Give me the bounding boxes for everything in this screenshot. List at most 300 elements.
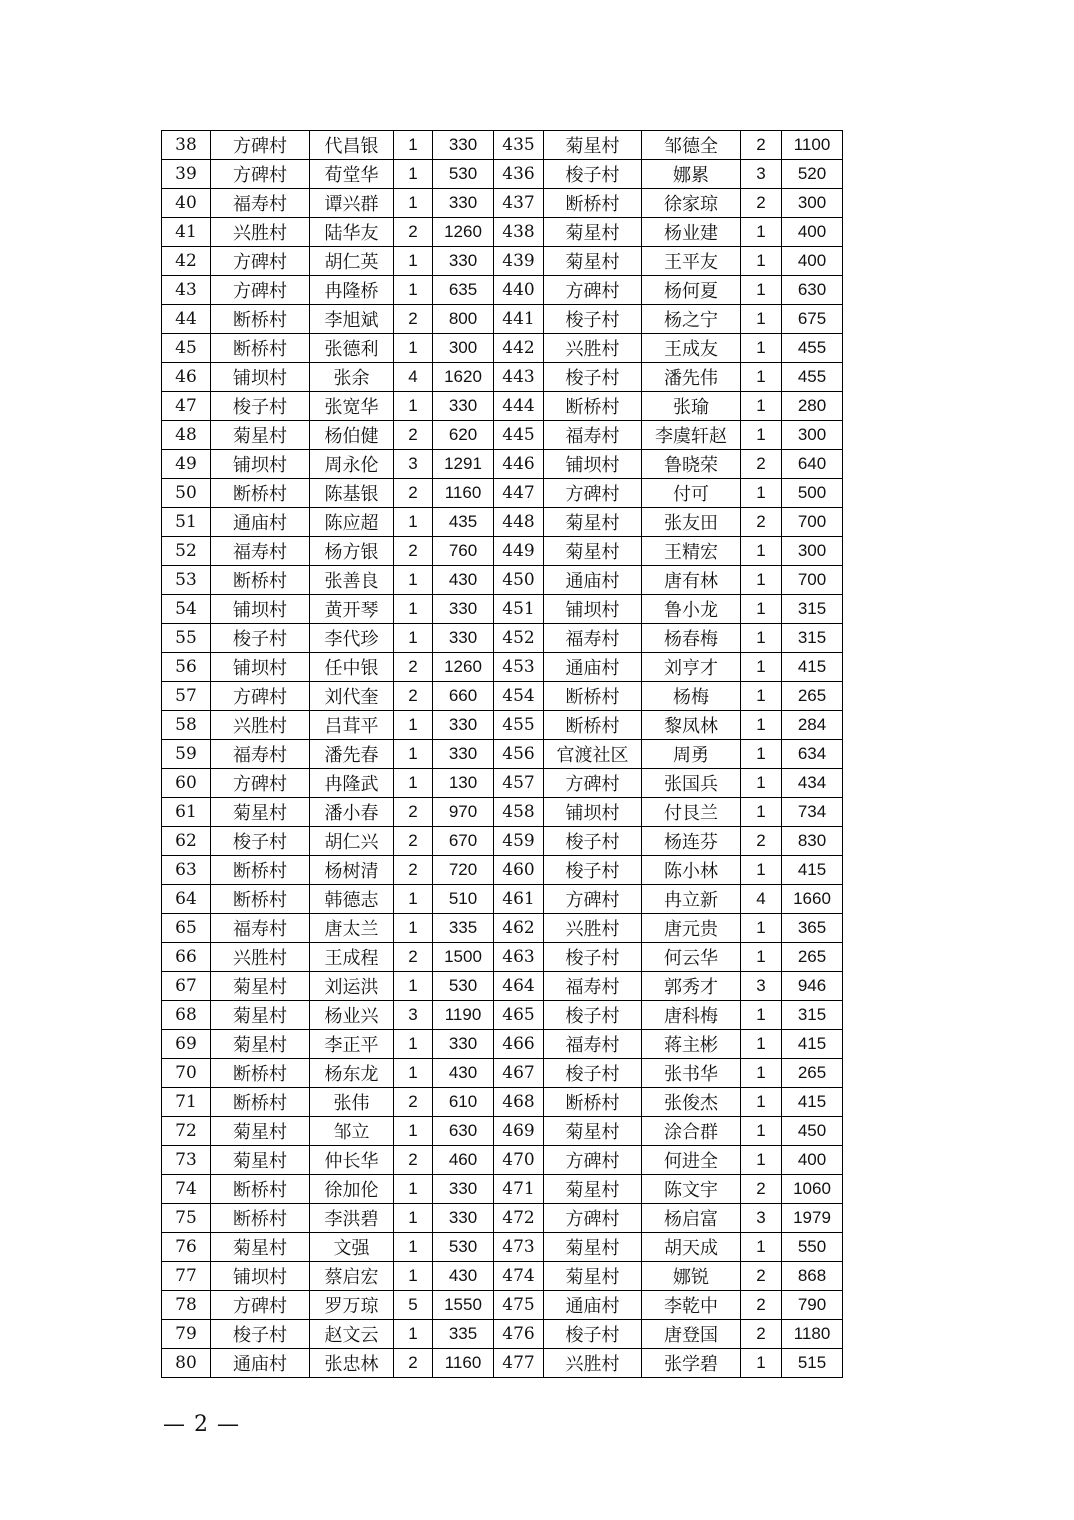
- left-amount-cell: 1550: [433, 1291, 494, 1320]
- left-name-cell: 赵文云: [310, 1320, 394, 1349]
- right-amount-cell: 675: [782, 305, 843, 334]
- right-household-count-cell: 1: [741, 334, 782, 363]
- left-serial-no-cell: 71: [162, 1088, 211, 1117]
- table-row: [162, 711, 843, 740]
- left-household-count-cell: 2: [394, 537, 433, 566]
- right-serial-no-cell: 456: [494, 740, 544, 769]
- left-village-cell: 通庙村: [211, 1349, 310, 1378]
- left-name-cell: 唐太兰: [310, 914, 394, 943]
- left-amount-cell: 300: [433, 334, 494, 363]
- left-village-cell: 断桥村: [211, 885, 310, 914]
- left-amount-cell: 430: [433, 1059, 494, 1088]
- left-name-cell: 荀堂华: [310, 160, 394, 189]
- left-village-cell: 断桥村: [211, 479, 310, 508]
- table-row: [162, 392, 843, 421]
- table-row: [162, 479, 843, 508]
- table-row: [162, 885, 843, 914]
- right-serial-no-cell: 447: [494, 479, 544, 508]
- table-row: [162, 1349, 843, 1378]
- left-serial-no-cell: 43: [162, 276, 211, 305]
- left-household-count-cell: 1: [394, 247, 433, 276]
- left-amount-cell: 630: [433, 1117, 494, 1146]
- right-village-cell: 通庙村: [544, 566, 642, 595]
- left-serial-no-cell: 66: [162, 943, 211, 972]
- right-household-count-cell: 1: [741, 769, 782, 798]
- left-amount-cell: 330: [433, 711, 494, 740]
- right-village-cell: 梭子村: [544, 305, 642, 334]
- right-name-cell: 潘先伟: [642, 363, 741, 392]
- left-household-count-cell: 1: [394, 1320, 433, 1349]
- left-name-cell: 张伟: [310, 1088, 394, 1117]
- table-row: [162, 798, 843, 827]
- left-name-cell: 谭兴群: [310, 189, 394, 218]
- left-village-cell: 梭子村: [211, 624, 310, 653]
- table-row: [162, 1030, 843, 1059]
- right-village-cell: 梭子村: [544, 1059, 642, 1088]
- right-serial-no-cell: 442: [494, 334, 544, 363]
- table-row: [162, 682, 843, 711]
- left-household-count-cell: 2: [394, 1349, 433, 1378]
- right-name-cell: 徐家琼: [642, 189, 741, 218]
- right-serial-no-cell: 454: [494, 682, 544, 711]
- left-household-count-cell: 1: [394, 392, 433, 421]
- right-name-cell: 唐科梅: [642, 1001, 741, 1030]
- right-amount-cell: 1660: [782, 885, 843, 914]
- left-amount-cell: 330: [433, 247, 494, 276]
- left-village-cell: 兴胜村: [211, 218, 310, 247]
- left-village-cell: 方碑村: [211, 160, 310, 189]
- right-name-cell: 王精宏: [642, 537, 741, 566]
- right-name-cell: 娜累: [642, 160, 741, 189]
- right-amount-cell: 434: [782, 769, 843, 798]
- right-name-cell: 杨启富: [642, 1204, 741, 1233]
- right-name-cell: 杨连芬: [642, 827, 741, 856]
- right-name-cell: 张俊杰: [642, 1088, 741, 1117]
- right-amount-cell: 265: [782, 1059, 843, 1088]
- table-row: [162, 769, 843, 798]
- left-serial-no-cell: 72: [162, 1117, 211, 1146]
- table-row: [162, 827, 843, 856]
- left-serial-no-cell: 68: [162, 1001, 211, 1030]
- right-amount-cell: 700: [782, 566, 843, 595]
- table-row: [162, 566, 843, 595]
- right-serial-no-cell: 464: [494, 972, 544, 1001]
- right-name-cell: 冉立新: [642, 885, 741, 914]
- table-row: [162, 131, 843, 160]
- right-village-cell: 菊星村: [544, 1175, 642, 1204]
- right-household-count-cell: 2: [741, 450, 782, 479]
- left-amount-cell: 330: [433, 740, 494, 769]
- right-amount-cell: 550: [782, 1233, 843, 1262]
- left-household-count-cell: 2: [394, 856, 433, 885]
- left-name-cell: 刘运洪: [310, 972, 394, 1001]
- right-village-cell: 断桥村: [544, 189, 642, 218]
- left-household-count-cell: 2: [394, 943, 433, 972]
- right-serial-no-cell: 440: [494, 276, 544, 305]
- right-name-cell: 杨春梅: [642, 624, 741, 653]
- right-village-cell: 福寿村: [544, 624, 642, 653]
- right-serial-no-cell: 469: [494, 1117, 544, 1146]
- left-village-cell: 断桥村: [211, 1088, 310, 1117]
- left-name-cell: 杨业兴: [310, 1001, 394, 1030]
- table-row: [162, 943, 843, 972]
- right-household-count-cell: 1: [741, 711, 782, 740]
- left-household-count-cell: 1: [394, 1175, 433, 1204]
- left-village-cell: 福寿村: [211, 914, 310, 943]
- table-row: [162, 740, 843, 769]
- left-household-count-cell: 1: [394, 508, 433, 537]
- right-village-cell: 方碑村: [544, 276, 642, 305]
- left-name-cell: 李正平: [310, 1030, 394, 1059]
- right-household-count-cell: 1: [741, 1117, 782, 1146]
- left-village-cell: 方碑村: [211, 131, 310, 160]
- right-serial-no-cell: 470: [494, 1146, 544, 1175]
- right-serial-no-cell: 435: [494, 131, 544, 160]
- left-village-cell: 通庙村: [211, 508, 310, 537]
- right-amount-cell: 515: [782, 1349, 843, 1378]
- right-household-count-cell: 2: [741, 508, 782, 537]
- right-household-count-cell: 1: [741, 682, 782, 711]
- left-household-count-cell: 1: [394, 1204, 433, 1233]
- right-household-count-cell: 1: [741, 740, 782, 769]
- right-village-cell: 菊星村: [544, 218, 642, 247]
- right-amount-cell: 400: [782, 247, 843, 276]
- left-amount-cell: 800: [433, 305, 494, 334]
- left-amount-cell: 660: [433, 682, 494, 711]
- right-serial-no-cell: 441: [494, 305, 544, 334]
- roster-body: [162, 131, 843, 1378]
- left-household-count-cell: 1: [394, 1233, 433, 1262]
- right-name-cell: 刘亨才: [642, 653, 741, 682]
- right-name-cell: 杨梅: [642, 682, 741, 711]
- left-name-cell: 文强: [310, 1233, 394, 1262]
- left-name-cell: 潘先春: [310, 740, 394, 769]
- table-row: [162, 1175, 843, 1204]
- right-village-cell: 菊星村: [544, 537, 642, 566]
- table-row: [162, 537, 843, 566]
- right-amount-cell: 315: [782, 1001, 843, 1030]
- right-village-cell: 通庙村: [544, 1291, 642, 1320]
- table-row: [162, 218, 843, 247]
- left-amount-cell: 610: [433, 1088, 494, 1117]
- left-household-count-cell: 2: [394, 218, 433, 247]
- left-amount-cell: 1291: [433, 450, 494, 479]
- left-household-count-cell: 2: [394, 479, 433, 508]
- left-serial-no-cell: 74: [162, 1175, 211, 1204]
- right-serial-no-cell: 467: [494, 1059, 544, 1088]
- left-village-cell: 方碑村: [211, 247, 310, 276]
- right-amount-cell: 640: [782, 450, 843, 479]
- right-serial-no-cell: 439: [494, 247, 544, 276]
- left-village-cell: 福寿村: [211, 537, 310, 566]
- left-name-cell: 陈基银: [310, 479, 394, 508]
- right-household-count-cell: 1: [741, 421, 782, 450]
- left-village-cell: 菊星村: [211, 1030, 310, 1059]
- right-serial-no-cell: 477: [494, 1349, 544, 1378]
- right-serial-no-cell: 444: [494, 392, 544, 421]
- left-village-cell: 福寿村: [211, 740, 310, 769]
- right-serial-no-cell: 475: [494, 1291, 544, 1320]
- right-serial-no-cell: 437: [494, 189, 544, 218]
- left-serial-no-cell: 42: [162, 247, 211, 276]
- right-household-count-cell: 1: [741, 218, 782, 247]
- left-amount-cell: 430: [433, 566, 494, 595]
- right-name-cell: 杨业建: [642, 218, 741, 247]
- right-name-cell: 张学碧: [642, 1349, 741, 1378]
- left-serial-no-cell: 54: [162, 595, 211, 624]
- right-serial-no-cell: 472: [494, 1204, 544, 1233]
- right-amount-cell: 415: [782, 1030, 843, 1059]
- left-serial-no-cell: 38: [162, 131, 211, 160]
- left-amount-cell: 970: [433, 798, 494, 827]
- left-name-cell: 杨东龙: [310, 1059, 394, 1088]
- right-household-count-cell: 2: [741, 1320, 782, 1349]
- right-village-cell: 福寿村: [544, 421, 642, 450]
- left-serial-no-cell: 70: [162, 1059, 211, 1088]
- left-name-cell: 仲长华: [310, 1146, 394, 1175]
- left-amount-cell: 330: [433, 1204, 494, 1233]
- left-amount-cell: 1160: [433, 1349, 494, 1378]
- left-amount-cell: 530: [433, 972, 494, 1001]
- left-amount-cell: 720: [433, 856, 494, 885]
- left-village-cell: 方碑村: [211, 1291, 310, 1320]
- left-serial-no-cell: 39: [162, 160, 211, 189]
- table-row: [162, 334, 843, 363]
- left-village-cell: 梭子村: [211, 392, 310, 421]
- left-household-count-cell: 1: [394, 334, 433, 363]
- left-village-cell: 断桥村: [211, 1175, 310, 1204]
- right-village-cell: 梭子村: [544, 1320, 642, 1349]
- left-name-cell: 杨树清: [310, 856, 394, 885]
- right-serial-no-cell: 461: [494, 885, 544, 914]
- left-serial-no-cell: 67: [162, 972, 211, 1001]
- left-serial-no-cell: 45: [162, 334, 211, 363]
- right-serial-no-cell: 473: [494, 1233, 544, 1262]
- right-household-count-cell: 3: [741, 1204, 782, 1233]
- right-household-count-cell: 1: [741, 1349, 782, 1378]
- right-amount-cell: 868: [782, 1262, 843, 1291]
- left-village-cell: 铺坝村: [211, 653, 310, 682]
- left-name-cell: 罗万琼: [310, 1291, 394, 1320]
- right-amount-cell: 830: [782, 827, 843, 856]
- left-name-cell: 张善良: [310, 566, 394, 595]
- right-amount-cell: 1180: [782, 1320, 843, 1349]
- left-name-cell: 胡仁兴: [310, 827, 394, 856]
- left-amount-cell: 1260: [433, 653, 494, 682]
- left-household-count-cell: 1: [394, 189, 433, 218]
- left-household-count-cell: 1: [394, 131, 433, 160]
- right-name-cell: 王平友: [642, 247, 741, 276]
- left-village-cell: 断桥村: [211, 334, 310, 363]
- left-name-cell: 吕茸平: [310, 711, 394, 740]
- right-name-cell: 杨之宁: [642, 305, 741, 334]
- right-village-cell: 兴胜村: [544, 914, 642, 943]
- left-serial-no-cell: 77: [162, 1262, 211, 1291]
- right-serial-no-cell: 438: [494, 218, 544, 247]
- right-household-count-cell: 1: [741, 537, 782, 566]
- right-amount-cell: 284: [782, 711, 843, 740]
- left-village-cell: 兴胜村: [211, 943, 310, 972]
- left-name-cell: 张余: [310, 363, 394, 392]
- right-amount-cell: 1060: [782, 1175, 843, 1204]
- page-number: — 2 —: [163, 1412, 240, 1437]
- right-household-count-cell: 1: [741, 1059, 782, 1088]
- left-household-count-cell: 1: [394, 914, 433, 943]
- right-household-count-cell: 1: [741, 624, 782, 653]
- right-household-count-cell: 1: [741, 798, 782, 827]
- right-household-count-cell: 1: [741, 1030, 782, 1059]
- right-village-cell: 方碑村: [544, 769, 642, 798]
- right-household-count-cell: 1: [741, 595, 782, 624]
- right-amount-cell: 315: [782, 624, 843, 653]
- right-name-cell: 张友田: [642, 508, 741, 537]
- right-village-cell: 兴胜村: [544, 1349, 642, 1378]
- right-household-count-cell: 1: [741, 392, 782, 421]
- right-amount-cell: 265: [782, 943, 843, 972]
- right-household-count-cell: 1: [741, 479, 782, 508]
- table-row: [162, 247, 843, 276]
- left-amount-cell: 330: [433, 189, 494, 218]
- table-row: [162, 508, 843, 537]
- left-village-cell: 菊星村: [211, 1146, 310, 1175]
- left-household-count-cell: 2: [394, 653, 433, 682]
- right-village-cell: 福寿村: [544, 972, 642, 1001]
- right-amount-cell: 1979: [782, 1204, 843, 1233]
- right-name-cell: 付可: [642, 479, 741, 508]
- left-serial-no-cell: 52: [162, 537, 211, 566]
- right-village-cell: 梭子村: [544, 827, 642, 856]
- left-village-cell: 断桥村: [211, 566, 310, 595]
- right-village-cell: 福寿村: [544, 1030, 642, 1059]
- right-amount-cell: 734: [782, 798, 843, 827]
- left-name-cell: 杨伯健: [310, 421, 394, 450]
- right-household-count-cell: 2: [741, 131, 782, 160]
- table-row: [162, 160, 843, 189]
- table-row: [162, 972, 843, 1001]
- right-village-cell: 菊星村: [544, 1117, 642, 1146]
- left-serial-no-cell: 48: [162, 421, 211, 450]
- right-village-cell: 方碑村: [544, 479, 642, 508]
- table-row: [162, 1088, 843, 1117]
- right-serial-no-cell: 468: [494, 1088, 544, 1117]
- right-amount-cell: 300: [782, 537, 843, 566]
- right-name-cell: 王成友: [642, 334, 741, 363]
- left-amount-cell: 330: [433, 131, 494, 160]
- right-serial-no-cell: 446: [494, 450, 544, 479]
- right-amount-cell: 415: [782, 653, 843, 682]
- left-serial-no-cell: 61: [162, 798, 211, 827]
- left-village-cell: 福寿村: [211, 189, 310, 218]
- right-name-cell: 娜锐: [642, 1262, 741, 1291]
- right-village-cell: 菊星村: [544, 1233, 642, 1262]
- table-row: [162, 653, 843, 682]
- left-name-cell: 韩德志: [310, 885, 394, 914]
- left-household-count-cell: 3: [394, 1001, 433, 1030]
- right-household-count-cell: 2: [741, 1175, 782, 1204]
- left-amount-cell: 620: [433, 421, 494, 450]
- right-amount-cell: 300: [782, 189, 843, 218]
- left-serial-no-cell: 44: [162, 305, 211, 334]
- left-serial-no-cell: 64: [162, 885, 211, 914]
- left-name-cell: 杨方银: [310, 537, 394, 566]
- right-village-cell: 铺坝村: [544, 798, 642, 827]
- right-serial-no-cell: 476: [494, 1320, 544, 1349]
- left-village-cell: 菊星村: [211, 972, 310, 1001]
- right-amount-cell: 520: [782, 160, 843, 189]
- right-serial-no-cell: 449: [494, 537, 544, 566]
- table-row: [162, 450, 843, 479]
- left-household-count-cell: 1: [394, 624, 433, 653]
- left-village-cell: 铺坝村: [211, 450, 310, 479]
- right-name-cell: 张瑜: [642, 392, 741, 421]
- left-village-cell: 断桥村: [211, 1059, 310, 1088]
- right-serial-no-cell: 462: [494, 914, 544, 943]
- left-name-cell: 黄开琴: [310, 595, 394, 624]
- left-household-count-cell: 2: [394, 1088, 433, 1117]
- left-serial-no-cell: 73: [162, 1146, 211, 1175]
- left-village-cell: 断桥村: [211, 1204, 310, 1233]
- right-name-cell: 陈小林: [642, 856, 741, 885]
- right-name-cell: 付艮兰: [642, 798, 741, 827]
- left-serial-no-cell: 78: [162, 1291, 211, 1320]
- subsidy-roster-table: [161, 130, 843, 1378]
- right-serial-no-cell: 436: [494, 160, 544, 189]
- right-serial-no-cell: 453: [494, 653, 544, 682]
- right-village-cell: 梭子村: [544, 943, 642, 972]
- left-serial-no-cell: 63: [162, 856, 211, 885]
- right-serial-no-cell: 460: [494, 856, 544, 885]
- left-amount-cell: 330: [433, 392, 494, 421]
- right-name-cell: 鲁晓荣: [642, 450, 741, 479]
- right-village-cell: 通庙村: [544, 653, 642, 682]
- left-name-cell: 张宽华: [310, 392, 394, 421]
- left-household-count-cell: 2: [394, 827, 433, 856]
- left-serial-no-cell: 46: [162, 363, 211, 392]
- left-name-cell: 李旭斌: [310, 305, 394, 334]
- right-village-cell: 断桥村: [544, 711, 642, 740]
- left-serial-no-cell: 41: [162, 218, 211, 247]
- table-row: [162, 305, 843, 334]
- right-village-cell: 梭子村: [544, 856, 642, 885]
- right-household-count-cell: 1: [741, 276, 782, 305]
- left-household-count-cell: 1: [394, 1117, 433, 1146]
- left-serial-no-cell: 76: [162, 1233, 211, 1262]
- right-amount-cell: 450: [782, 1117, 843, 1146]
- right-name-cell: 蒋主彬: [642, 1030, 741, 1059]
- left-name-cell: 邹立: [310, 1117, 394, 1146]
- right-serial-no-cell: 471: [494, 1175, 544, 1204]
- right-village-cell: 断桥村: [544, 1088, 642, 1117]
- right-household-count-cell: 1: [741, 1088, 782, 1117]
- left-serial-no-cell: 50: [162, 479, 211, 508]
- table-row: [162, 595, 843, 624]
- right-household-count-cell: 2: [741, 1262, 782, 1291]
- table-row: [162, 1291, 843, 1320]
- right-name-cell: 何云华: [642, 943, 741, 972]
- left-name-cell: 张德利: [310, 334, 394, 363]
- right-name-cell: 唐登国: [642, 1320, 741, 1349]
- left-household-count-cell: 1: [394, 595, 433, 624]
- right-village-cell: 官渡社区: [544, 740, 642, 769]
- left-village-cell: 菊星村: [211, 1233, 310, 1262]
- table-row: [162, 1001, 843, 1030]
- right-village-cell: 兴胜村: [544, 334, 642, 363]
- right-serial-no-cell: 445: [494, 421, 544, 450]
- right-serial-no-cell: 474: [494, 1262, 544, 1291]
- left-amount-cell: 530: [433, 160, 494, 189]
- left-amount-cell: 130: [433, 769, 494, 798]
- left-serial-no-cell: 55: [162, 624, 211, 653]
